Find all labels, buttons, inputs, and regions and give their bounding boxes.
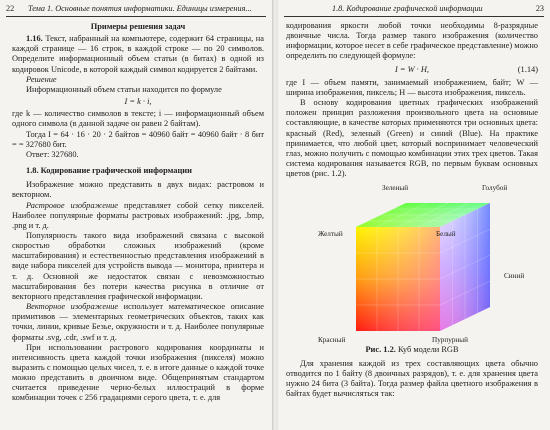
label-magenta: Пурпурный bbox=[432, 336, 468, 345]
formula-right: I = W · H, bbox=[394, 64, 430, 74]
figure-caption-text: Куб модели RGB bbox=[395, 345, 459, 355]
para-rgb: В основу кодирования цветных графических изображений положен принцип разложения произвольного цвета на основные составляющие, в качестве которых применяются три основных цвета: красный (Red), зеленый (Green) и синий (Blue). На практике принимается, что любой цвет, который воспринимает человеческий глаз, можно получить с помощью комбинации этих трех цветов. Такая система кодирования называется RGB, по первым буквам основных цветов (рис. 1.2). bbox=[286, 98, 538, 179]
label-blue: Синий bbox=[504, 272, 525, 281]
problem-text: Текст, набранный на компьютере, содержит 64 страницы, на каждой странице — 16 строк, в каждой строке — по 20 символов. Определите информационный объем статьи (в битах) в одной из кодировок Unicode, в которой каждый символ кодируется 2 байтами. bbox=[12, 34, 264, 74]
formula-right-line bbox=[286, 65, 538, 75]
right-page-number: 23 bbox=[535, 4, 544, 13]
right-running-head bbox=[284, 4, 544, 17]
left-page bbox=[0, 0, 272, 430]
solution-label: Решение bbox=[26, 74, 57, 84]
where-text-right: где I — объем памяти, занимаемый изображением, байт; W — ширина изображения, пиксель; H — высота изображения, пиксель. bbox=[286, 77, 538, 97]
raster-term: Растровое изображение bbox=[26, 200, 119, 210]
para-vector bbox=[12, 302, 264, 343]
where-text-left: где k — количество символов в тексте; i — информационный объем одного символа (в данной задаче он равен 2 байтам). bbox=[12, 109, 264, 129]
formula-left: I = k · i, bbox=[124, 97, 152, 107]
left-body bbox=[12, 21, 264, 404]
label-green: Зеленый bbox=[382, 184, 409, 193]
label-yellow: Желтый bbox=[318, 230, 343, 239]
problem-paragraph bbox=[12, 34, 264, 75]
para-raster-popularity: Популярность такого вида изображений связана с высокой скоростью обработки сложных изображений (кроме масштабирования) и естественностью представления изображений в виде набора пикселей для устройств вывода — монитора, принтера и т. д. Основной же недостаток связан с невозможностью масштабирования без потери качества рисунка в отличие от векторного представления графической информации. bbox=[12, 230, 264, 301]
para-brightness: кодирования яркости любой точки необходимы 8-разрядные двоичные числа. Тогда размер такого изображения (количество информации, которое несет в себе графическое представление) можно определить по следующей формуле: bbox=[286, 21, 538, 61]
right-body bbox=[286, 21, 538, 399]
examples-heading: Примеры решения задач bbox=[90, 22, 186, 31]
raster-text: представляет собой сетку пикселей. Наиболее популярные форматы растровых изображений: .jpg, .bmp, .png и т. д. bbox=[12, 200, 264, 230]
right-page bbox=[278, 0, 550, 430]
para-raster-coding: При использовании растрового кодирования координаты и интенсивность цвета каждой точки изображения (пикселя) можно выразить с помощью целых чисел, т. е. в итоге данные о каждой точке можно представить в двоичном виде. Общепринятым стандартом считается приведение черно-белых иллюстраций в форме комбинации точек с 256 градациями серого цвета, т. е. для bbox=[12, 342, 264, 403]
rgb-cube-figure bbox=[286, 183, 538, 343]
answer-text: Ответ: 327680. bbox=[26, 149, 79, 159]
calc-text: Тогда I = 64 · 16 · 20 · 2 байтов = 40960 байт = 40960 байт · 8 бит = = 327680 бит. bbox=[12, 129, 264, 149]
left-running-head bbox=[6, 4, 266, 17]
vector-text: использует математическое описание примитивов — элементарных геометрических объектов, таких как точки, линии, кривые Безье, окружности и т. д. Наиболее популярные форматы .svg, .cdr, .swf и т. д. bbox=[12, 302, 264, 342]
rgb-cube-svg bbox=[348, 197, 498, 337]
right-running-title: 1.8. Кодирование графической информации bbox=[332, 4, 483, 13]
rgb-cube-image bbox=[348, 197, 498, 337]
figure-caption-number: Рис. 1.2. bbox=[365, 345, 396, 355]
problem-number: 1.16. bbox=[26, 34, 43, 44]
section-heading: 1.8. Кодирование графической информации bbox=[26, 166, 192, 176]
para-raster bbox=[12, 201, 264, 231]
figure-caption bbox=[286, 345, 538, 355]
label-white: Белый bbox=[436, 230, 456, 239]
vector-term: Векторное изображение bbox=[26, 302, 119, 312]
left-page-number: 22 bbox=[6, 4, 15, 13]
formula-number: (1.14) bbox=[517, 64, 538, 74]
left-running-title: Тема 1. Основные понятия информатики. Единицы измерения... bbox=[28, 4, 252, 13]
para-storage: Для хранения каждой из трех составляющих цвета обычно отводится по 1 байту (8 двоичных разрядов), т. е. для хранения цвета нужно 24 бита (3 байта). Тогда размер файла цветного изображения в байтах будет вычисляться так: bbox=[286, 358, 538, 398]
label-red: Красный bbox=[318, 336, 346, 345]
label-cyan: Голубой bbox=[482, 184, 508, 193]
para-image-types: Изображение можно представить в двух видах: растровом и векторном. bbox=[12, 180, 264, 200]
solution-line: Информационный объем статьи находится по формуле bbox=[26, 84, 222, 94]
